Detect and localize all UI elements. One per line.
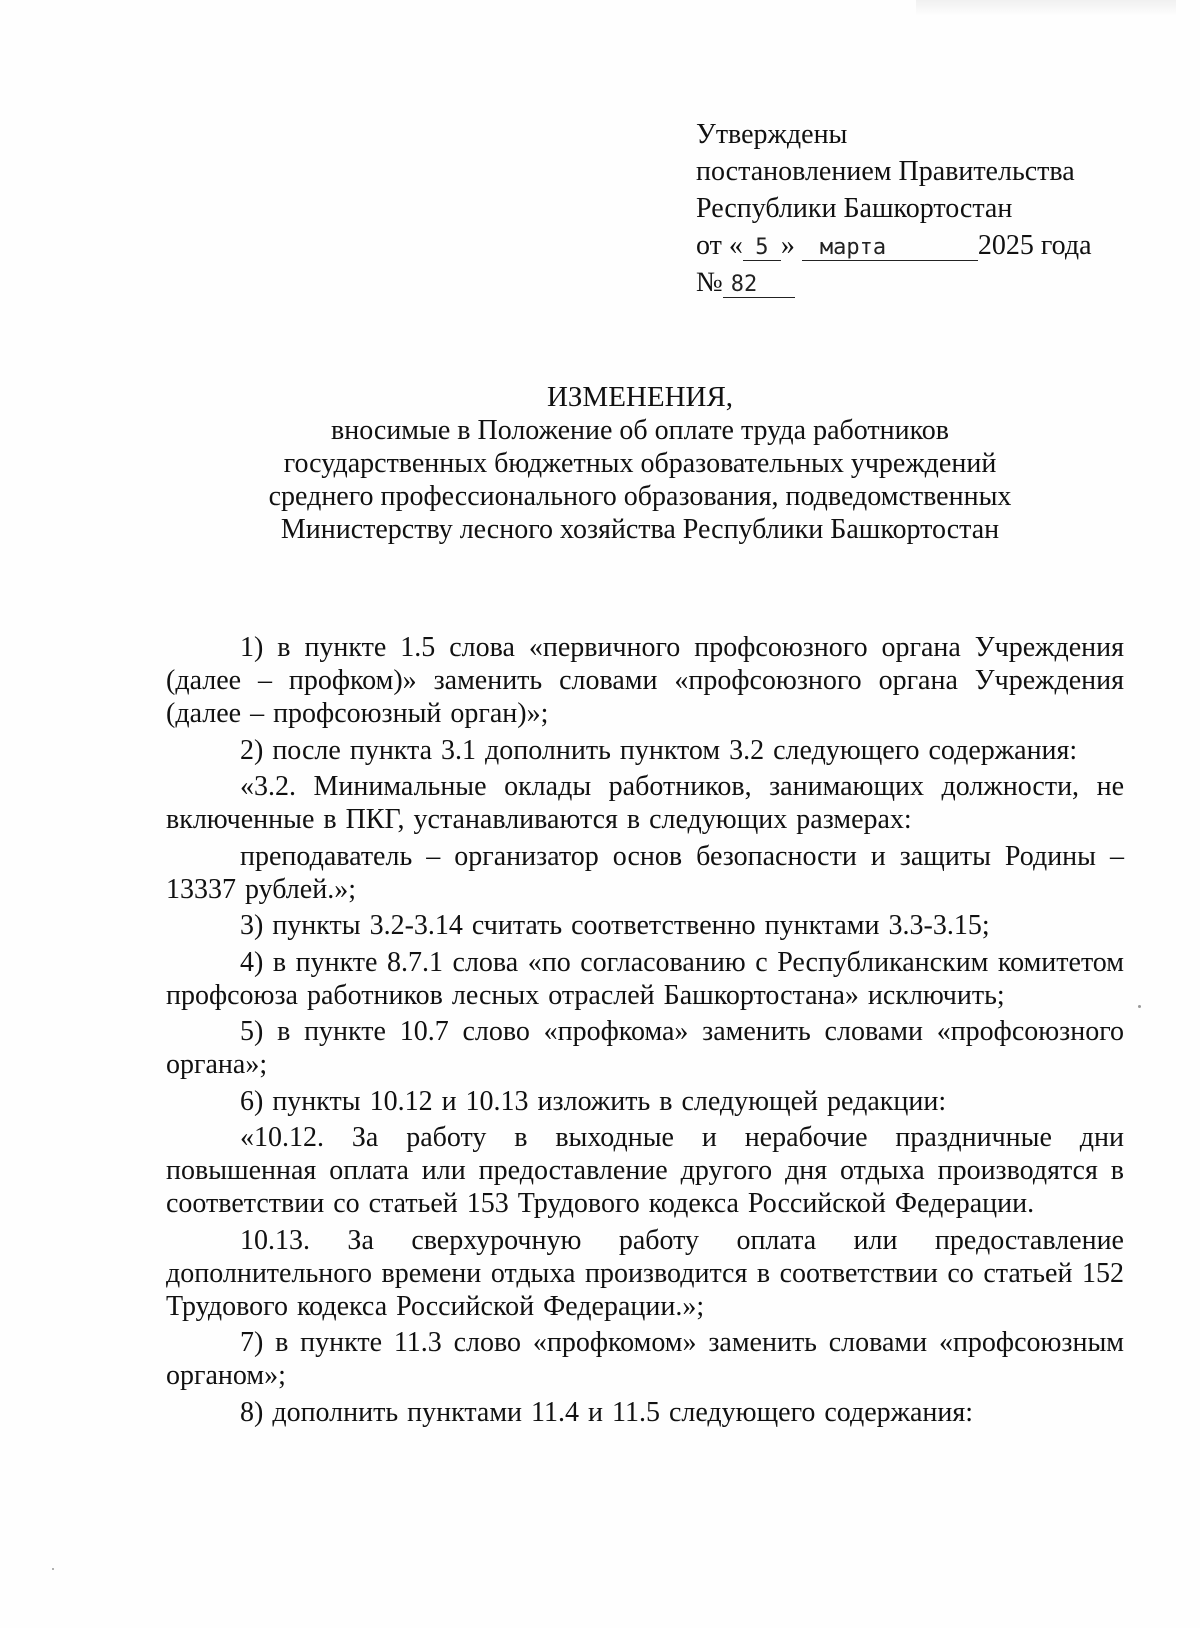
title-line-3: среднего профессионального образования, подведомственных <box>268 481 1012 512</box>
approval-number-line <box>696 264 1092 301</box>
approval-line-3: Республики Башкортостан <box>696 193 1013 224</box>
scan-speck <box>1138 1005 1141 1008</box>
paragraph-quote-10-13: 10.13. За сверхурочную работу оплата или предоставление дополнительного времени отдыха производится в соответствии со статьей 152 Трудового кодекса Российской Федерации.»; <box>166 1224 1124 1322</box>
paragraph-quote-3-2: «3.2. Минимальные оклады работников, занимающих должности, не включенные в ПКГ, устанавливаются в следующих размерах: <box>166 771 1124 835</box>
title-line-4: Министерству лесного хозяйства Республики Башкортостан <box>280 514 1000 545</box>
paragraph-teacher-salary: преподаватель – организатор основ безопасности и защиты Родины – 13337 рублей.»; <box>166 840 1124 905</box>
paragraph-item-5: 5) в пункте 10.7 слово «профкома» заменить словами «профсоюзного органа»; <box>166 1016 1124 1080</box>
paragraph-item-7: 7) в пункте 11.3 слово «профкомом» заменить словами «профсоюзным органом»; <box>166 1327 1124 1391</box>
approval-date-line <box>696 227 1092 264</box>
paragraph-item-8: 8) дополнить пунктами 11.4 и 11.5 следующего содержания: <box>240 1396 974 1428</box>
scan-speck <box>52 1568 54 1570</box>
approval-line-1: Утверждены <box>696 119 848 150</box>
date-mid: » <box>780 230 802 261</box>
paragraph-item-2: 2) после пункта 3.1 дополнить пунктом 3.2 следующего содержания: <box>240 734 1078 766</box>
date-year: 2025 года <box>977 230 1092 261</box>
date-day: 5 <box>743 236 781 261</box>
date-month: марта <box>802 236 978 261</box>
document-number: 82 <box>723 273 795 298</box>
document-title <box>160 381 1120 546</box>
number-prefix: № <box>696 267 723 298</box>
approval-stamp-block <box>696 116 1092 301</box>
date-prefix: от « <box>696 230 743 261</box>
paragraph-item-1: 1) в пункте 1.5 слова «первичного профсоюзного органа Учреждения (далее – профком)» заменить словами «профсоюзного органа Учреждения (далее – профсоюзный орган)»; <box>166 632 1124 729</box>
title-heading: ИЗМЕНЕНИЯ, <box>546 381 734 413</box>
scan-artifact <box>916 0 1176 16</box>
paragraph-item-6: 6) пункты 10.12 и 10.13 изложить в следующей редакции: <box>240 1085 947 1117</box>
document-body <box>166 631 1124 1432</box>
paragraph-item-3: 3) пункты 3.2-3.14 считать соответственно пунктами 3.3-3.15; <box>240 910 990 941</box>
paragraph-quote-10-12: «10.12. За работу в выходные и нерабочие праздничные дни повышенная оплата или предоставление другого дня отдыха производятся в соответствии со статьей 153 Трудового кодекса Российской Федерации. <box>166 1122 1124 1219</box>
approval-line-2: постановлением Правительства <box>696 156 1075 187</box>
title-line-2: государственных бюджетных образовательных учреждений <box>283 448 997 479</box>
title-line-1: вносимые в Положение об оплате труда работников <box>330 415 950 446</box>
paragraph-item-4: 4) в пункте 8.7.1 слова «по согласованию с Республиканским комитетом профсоюза работников лесных отраслей Башкортостана» исключить; <box>166 946 1124 1011</box>
